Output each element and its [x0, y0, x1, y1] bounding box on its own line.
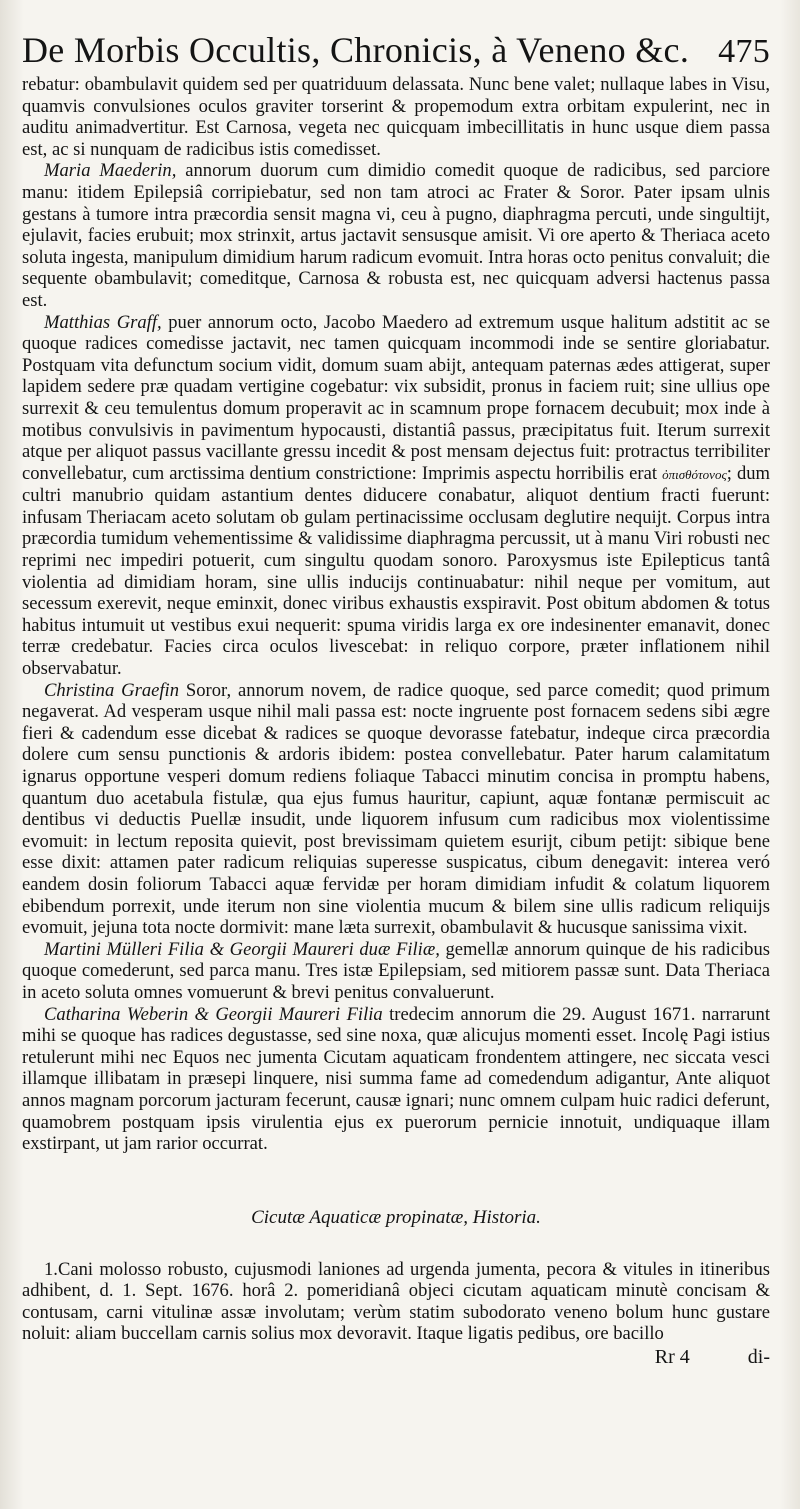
paragraph-text: puer annorum octo, Jacobo Maedero ad extremum usque halitum adstitit ac se quoque radices comedisse jactavit, nec tamen quicquam incommodi inde se sentire gloriabatur. Postquam vita defunctum socium vidit, domum suam abijt, antequam paternas ædes attigerat, super lapidem sedere præ quadam vertigine cogebatur: vix subsidit, pronus in faciem ruit; sine ullius ope surrexit & ceu temulentus domum properavit ac in scamnum prope fornacem decubuit; mox inde à motibus convulsivis in pavimentum hypocausti, distantiâ passus, præcipitatus fuit. Iterum surrexit atque per aliquot passus vacillante gressu incedit & post mensam dejectus fuit: protractus terribiliter convellebatur, cum arctissima dentium constrictione: Imprimis aspectu horribilis erat — [22, 311, 771, 484]
catchword: di- — [747, 1346, 770, 1369]
footer-line — [22, 1345, 770, 1369]
paragraph-continuation — [22, 74, 770, 160]
paragraph-catharina-weberin — [22, 1004, 770, 1155]
person-name: Catharina Weberin & Georgii Maureri Filia — [44, 1003, 383, 1025]
paragraph-number: 1. — [44, 1258, 58, 1280]
page-number: 475 — [718, 33, 770, 70]
greek-term: ὀπισθότονος — [662, 466, 727, 482]
person-name: Martini Mülleri Filia & Georgii Maureri duæ Filiæ, — [44, 938, 440, 960]
person-name: Maria Maederin, — [44, 160, 177, 182]
date-text: 29. August 1671. — [562, 1003, 696, 1025]
paragraph-mulleri-maureri — [22, 939, 770, 1004]
paragraph-text: Cani molosso robusto, cujusmodi laniones ad urgenda jumenta, pecora & vitules in itineribus adhibent, d. 1. Sept. 1676. horâ 2. pomeridianâ objeci cicutam aquaticam minutè concisam & contusam, carni vitulinæ assæ involutam; verùm statim subodorato veneno bolum hunc gustare noluit: aliam buccellam carnis solius mox devoravit. Itaque ligatis pedibus, ore bacillo — [22, 1258, 770, 1345]
person-name: Matthias Graff, — [44, 311, 162, 333]
paragraph-matthias-graff — [22, 312, 770, 680]
paragraph-maria-maederin — [22, 160, 770, 311]
paragraph-text: gemellæ annorum quinque de his radicibus quoque comederunt, sed parca manu. Tres istæ Epilepsiam, sed mitiorem passæ sunt. Data Theriaca in aceto soluta omnes vomuerunt & brevi penitus convaluerunt. — [22, 938, 770, 1003]
paragraph-text: Soror, annorum novem, de radice quoque, sed parce comedit; quod primum negaverat. Ad vesperam usque nihil mali passa est: nocte ingruente post fornacem sedens sibi ægre fieri & cadendum esse dicebat & radices se quoque devorasse fatebatur, indeque circa præcordia dolere cum sensu punctionis & ardoris ibidem: postea convellebatur. Pater harum calamitatum ignarus opportune vesperi domum rediens foliaque Tabacci minutim concisa in promptu habens, quantum duo acetabula fistulæ, qua ejus fumus hauritur, capiunt, aquæ fontanæ permiscuit ac dentibus vi deductis Puellæ insudit, unde liquorem infusum cum radicibus mox violentissime evomuit: in lectum reposita quievit, post brevissimam quietem esurijt, cibum petijt: sibique bene esse dixit: attamen pater radicum reliquias superesse suspicatus, cibum denegavit: interea veró eandem dosin foliorum Tabacci aquæ fervidæ per horam dimidiam infudit & colatum liquorem ebibendum porrexit, unde iterum non sine violentia mucum & bilem sine ullis radicum reliquijs evomuit, jejuna tota nocte dormivit: mane læta surrexit, obambulavit & hucusque sanissima vixit. — [22, 679, 770, 939]
paragraph-text: narrarunt mihi se quoque has radices degustasse, sed sine noxa, quæ alicujus momenti esset. Incolę Pagi istius retulerunt mihi nec Equos nec jumenta Cicutam aquaticam frondentem attingere, nec siccata vesci illamque illibatam in præsepi linquere, nisi summa fame ad comedendum adigantur, Ante aliquot annos magnam porcorum jacturam fecerunt, causæ ignari; nunc omnem culpam huic radici deferunt, quamobrem postquam ipsis virulentia ejus ex puerorum pernicie innotuit, undiquaque illam exstirpant, ut jam rarior occurrat. — [22, 1003, 770, 1155]
running-head — [22, 30, 770, 72]
paragraph-numbered — [22, 1259, 770, 1345]
running-title: De Morbis Occultis, Chronicis, à Veneno &c. — [22, 30, 690, 70]
paragraph-text: ; dum cultri manubrio quidam astantium dentes diducere conabatur, aliquot dentium fracti fuerunt: infusam Theriacam aceto solutam ob gulam pertinacissime occlusam deglutire nequijt. Corpus intra præcordia tumidum vehementissime & validissime diaphragma percussit, ut à manu Viri robusti nec reprimi nec impediri potuerit, cum singultu quodam sonoro. Paroxysmus iste Epilepticus tantâ violentia ad dimidiam horam, sine ullis inducijs continuabatur: nihil neque per vomitum, aut secessum exerevit, neque eminxit, donec viribus exhaustis exspiravit. Post obitum abdomen & totus habitus intumuit ut vestibus exui nequerit: spuma viridis larga ex ore indesinenter emanavit, donec terræ credebatur. Facies circa oculos livescebat: in reliquo corpore, præter inflationem nihil observabatur. — [22, 462, 770, 680]
person-name: Christina Graefin — [44, 679, 180, 701]
paragraph-text: annorum duorum cum dimidio comedit quoque de radicibus, sed parciore manu: itidem Epilepsiâ corripiebatur, sed non tam atroci ac Frater & Soror. Pater ipsam ulnis gestans à tumore intra præcordia sensit magna vi, ceu à pugno, diaphragma percuti, unde singultijt, ejulavit, facies erubuit; mox strinxit, artus jactavit sensusque amisit. Vi ore aperto & Theriaca aceto soluta ingesta, manipulum dimidium harum radicum evomuit. Intra horas octo penitus convaluit; die sequente obambulavit; comeditque, Carnosa & robusta est, nec quicquam adversi hactenus passa est. — [22, 160, 770, 311]
body-text — [22, 74, 770, 1345]
paragraph-text: rebatur: obambulavit quidem sed per quatriduum delassata. Nunc bene valet; nullaque labes in Visu, quamvis convulsiones oculos graviter torserint & propemodum extra orbitam expulerint, nec in auditu animadvertitur. Est Carnosa, vegeta nec quicquam imbecillitatis in hunc usque diem passa est, ac si nunquam de radicibus istis comedisset. — [22, 74, 770, 160]
paragraph-text: tredecim annorum die — [382, 1003, 563, 1025]
paragraph-christina-graefin — [22, 680, 770, 939]
section-heading: Cicutæ Aquaticæ propinatæ, Historia. — [251, 1206, 541, 1228]
signature-mark: Rr 4 — [654, 1346, 690, 1369]
